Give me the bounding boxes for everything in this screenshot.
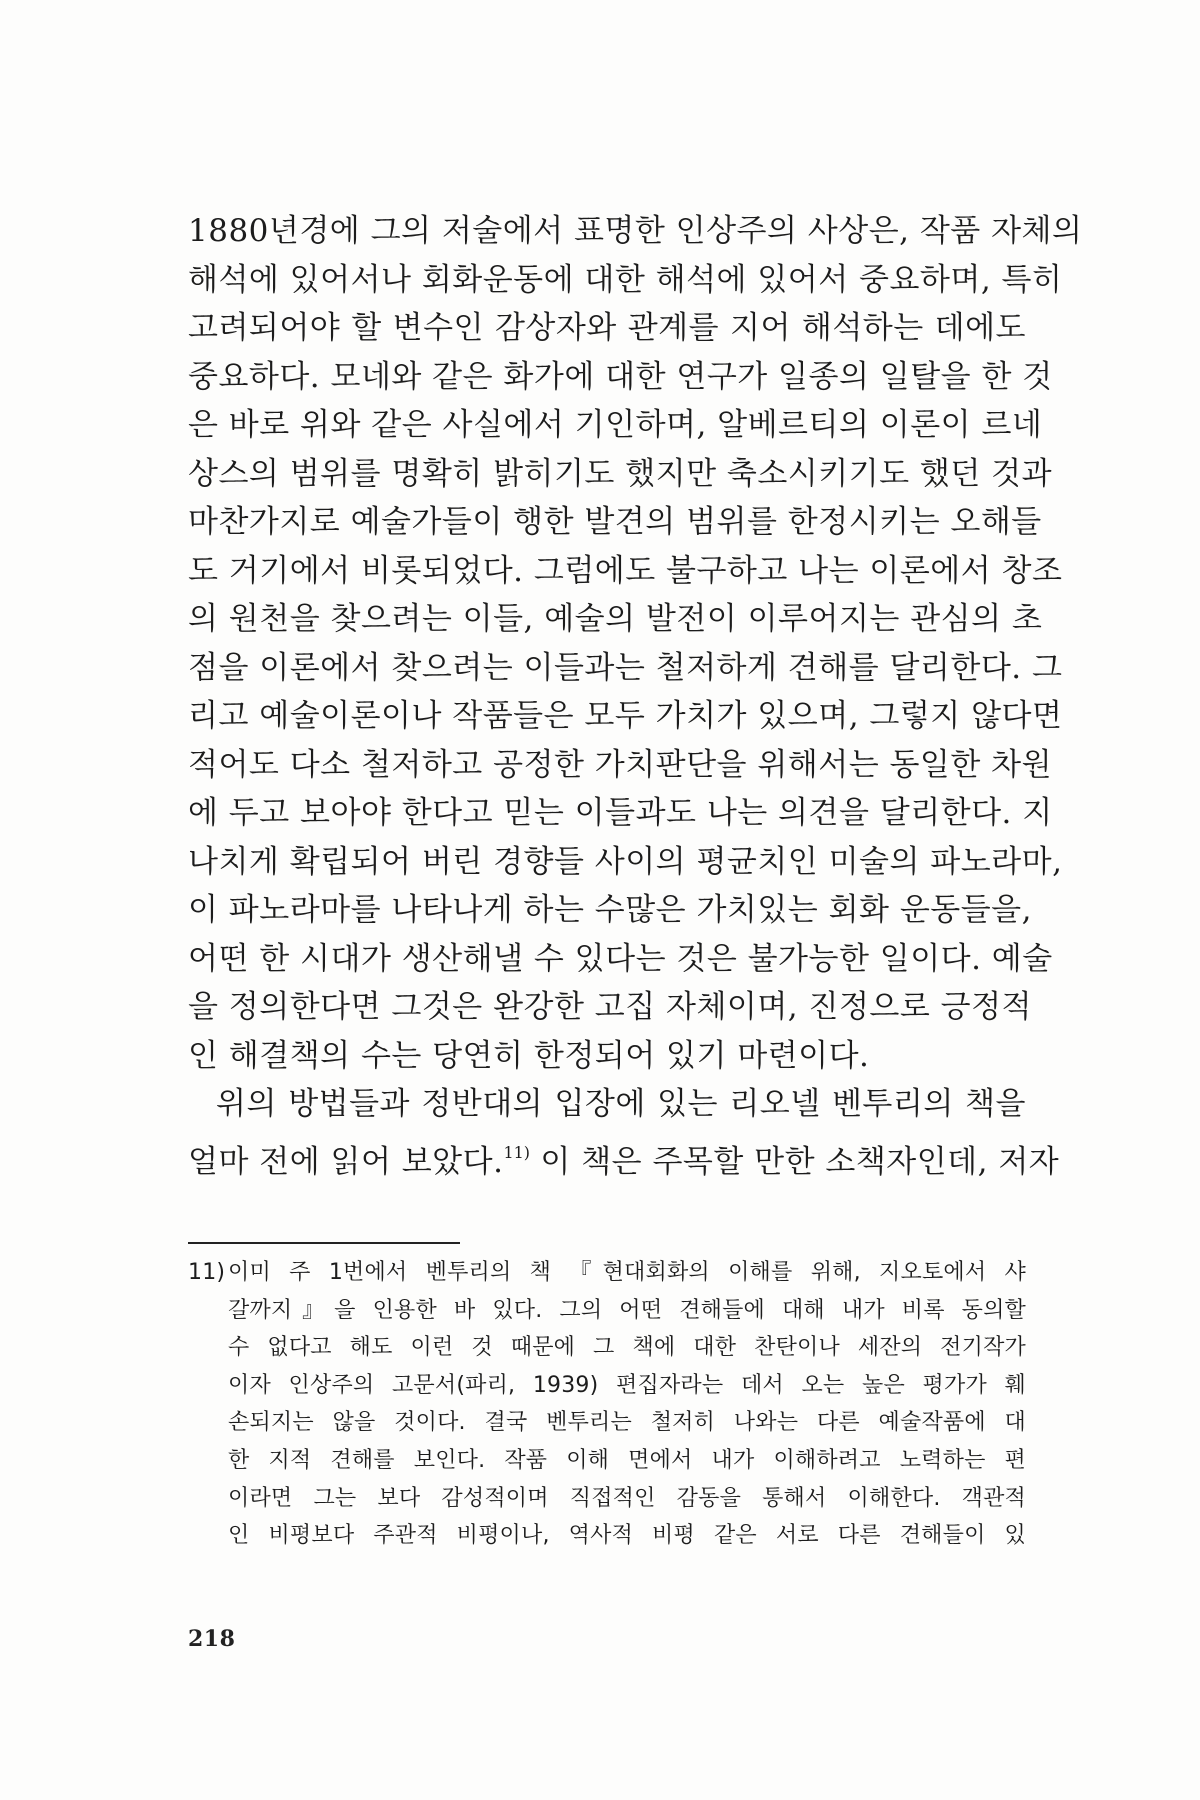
- body-line: 적어도 다소 철저하고 공정한 가치판단을 위해서는 동일한 차원: [188, 746, 1053, 783]
- footnote-line: 손되지는 않을 것이다. 결국 벤투리는 철저히 나와는 다른 예술작품에 대: [228, 1410, 1026, 1436]
- body-line: 상스의 범위를 명확히 밝히기도 했지만 축소시키기도 했던 것과: [188, 455, 1053, 492]
- footnote-line: 한 지적 견해를 보인다. 작품 이해 면에서 내가 이해하려고 노력하는 편: [228, 1447, 1026, 1473]
- body-line: 1880년경에 그의 저술에서 표명한 인상주의 사상은, 작품 자체의: [188, 213, 1083, 249]
- footnote-number: 11): [188, 1260, 226, 1285]
- footnote: [188, 1254, 1026, 1555]
- body-line: 중요하다. 모네와 같은 화가에 대한 연구가 일종의 일탈을 한 것: [188, 358, 1053, 395]
- body-line: 의 원천을 찾으려는 이들, 예술의 발전이 이루어지는 관심의 초: [188, 601, 1043, 637]
- footnote-line-text: 이미 주 1번에서 벤투리의 책 『현대회화의 이해를 위해, 지오토에서 샤: [228, 1260, 1026, 1285]
- body-line: 리고 예술이론이나 작품들은 모두 가치가 있으며, 그렇지 않다면: [188, 698, 1063, 734]
- body-line: 이 파노라마를 나타나게 하는 수많은 가치있는 회화 운동들을,: [188, 892, 1032, 928]
- footnote-line: [188, 1254, 1026, 1292]
- footnote-line: 인 비평보다 주관적 비평이나, 역사적 비평 같은 서로 다른 견해들이 있: [228, 1523, 1026, 1549]
- body-line: 마찬가지로 예술가들이 행한 발견의 범위를 한정시키는 오해들: [188, 504, 1042, 540]
- paragraph-start-line: 위의 방법들과 정반대의 입장에 있는 리오넬 벤투리의 책을: [216, 1086, 1026, 1122]
- footnote-line: 갈까지』을 인용한 바 있다. 그의 어떤 견해들에 대해 내가 비록 동의할: [228, 1297, 1026, 1323]
- footnote-line: 수 없다고 해도 이런 것 때문에 그 책에 대한 찬탄이나 세잔의 전기작가: [228, 1335, 1026, 1361]
- body-line: 에 두고 보아야 한다고 믿는 이들과도 나는 의견을 달리한다. 지: [188, 795, 1053, 831]
- body-line: 을 정의한다면 그것은 완강한 고집 자체이며, 진정으로 긍정적: [188, 989, 1032, 1025]
- body-line: 나치게 확립되어 버린 경향들 사이의 평균치인 미술의 파노라마,: [188, 843, 1063, 880]
- footnote-reference[interactable]: 11): [503, 1142, 531, 1162]
- body-line: 도 거기에서 비롯되었다. 그럼에도 불구하고 나는 이론에서 창조: [188, 552, 1063, 589]
- body-line: 은 바로 위와 같은 사실에서 기인하며, 알베르티의 이론이 르네: [188, 407, 1043, 443]
- body-line-segment: 얼마 전에 읽어 보았다.: [188, 1143, 504, 1180]
- paragraph-end-line: 인 해결책의 수는 당연히 한정되어 있기 마련이다.: [188, 1037, 870, 1074]
- body-line: 점을 이론에서 찾으려는 이들과는 철저하게 견해를 달리한다. 그: [188, 649, 1063, 686]
- body-line-with-footnote-ref: [188, 1129, 1060, 1180]
- footnote-line: 이자 인상주의 고문서(파리, 1939) 편집자라는 데서 오는 높은 평가가 훼: [228, 1372, 1026, 1398]
- footnote-divider: [188, 1242, 460, 1244]
- body-text: [188, 207, 1083, 1180]
- body-line: 고려되어야 할 변수인 감상자와 관계를 지어 해석하는 데에도: [188, 310, 1026, 346]
- body-line-segment: 이 책은 주목할 만한 소책자인데, 저자: [530, 1143, 1060, 1180]
- body-line: 어떤 한 시대가 생산해낼 수 있다는 것은 불가능한 일이다. 예술: [188, 940, 1053, 977]
- footnote-line: 이라면 그는 보다 감성적이며 직접적인 감동을 통해서 이해한다. 객관적: [228, 1485, 1026, 1511]
- page-number: 218: [188, 1626, 236, 1652]
- body-line: 해석에 있어서나 회화운동에 대한 해석에 있어서 중요하며, 특히: [188, 261, 1063, 298]
